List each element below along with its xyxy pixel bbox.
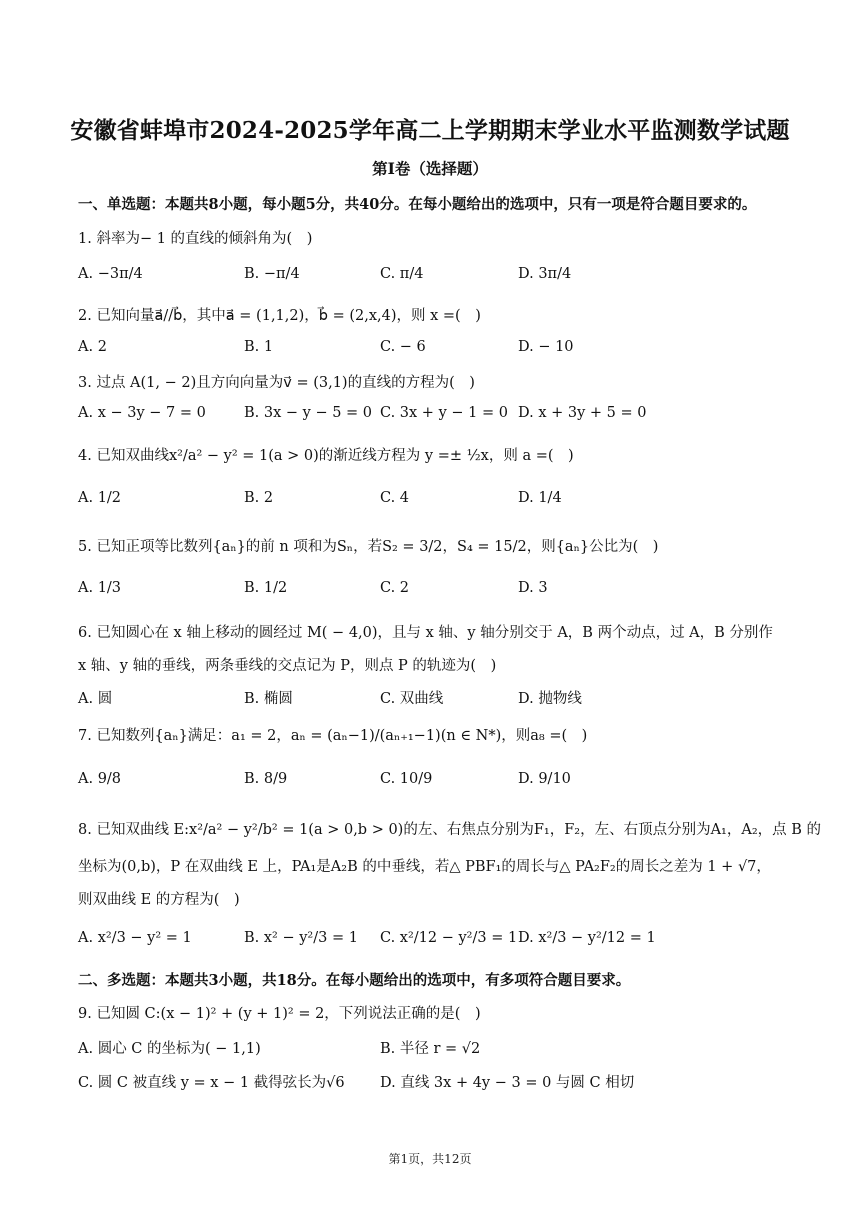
question-2-option-a: A. 2 [78,339,107,355]
section-heading-multi-choice: 二、多选题：本题共3小题，共18分。在每小题给出的选项中，有多项符合题目要求。 [78,972,631,989]
question-6-option-c: C. 双曲线 [380,691,444,707]
question-2-option-c: C. − 6 [380,339,426,355]
page-number-footer: 第1页，共12页 [388,1152,472,1166]
question-1-stem: 1. 斜率为− 1 的直线的倾斜角为( ) [78,231,313,247]
question-9-options-row-2 [78,1071,798,1095]
question-3-option-c: C. 3x + y − 1 = 0 [380,405,508,421]
question-4-option-c: C. 4 [380,490,410,506]
question-2-options [78,339,798,363]
question-7-option-c: C. 10/9 [380,771,433,787]
question-6-stem-line-2: x 轴、y 轴的垂线，两条垂线的交点记为 P，则点 P 的轨迹为( ) [78,658,497,674]
question-5-stem: 5. 已知正项等比数列{aₙ}的前 n 项和为Sₙ，若S₂ = 3/2，S₄ = 15/2，则{aₙ}公比为( ) [78,539,659,555]
question-3-option-d: D. x + 3y + 5 = 0 [518,405,647,421]
question-7-stem: 7. 已知数列{aₙ}满足：a₁ = 2，aₙ = (aₙ−1)/(aₙ₊₁−1)(n ∈ N*)，则a₈ =( ) [78,728,588,744]
question-8-option-b: B. x² − y²/3 = 1 [244,930,358,946]
question-2-option-d: D. − 10 [518,339,574,355]
question-8-stem-line-2: 坐标为(0,b)，P 在双曲线 E 上，PA₁是A₂B 的中垂线，若△ PBF₁的周长与△ PA₂F₂的周长之差为 1 + √7， [78,859,771,875]
question-3-option-a: A. x − 3y − 7 = 0 [78,405,206,421]
question-9-option-a: A. 圆心 C 的坐标为( − 1,1) [78,1041,261,1057]
question-6-option-a: A. 圆 [78,691,113,707]
question-1-option-a: A. −3π/4 [78,266,143,282]
question-1-options [78,266,798,290]
question-5-option-b: B. 1/2 [244,580,288,596]
question-2-stem: 2. 已知向量a⃗//b⃗，其中a⃗ = (1,1,2)，b⃗ = (2,x,4)，则 x =( ) [78,308,481,324]
page-title: 安徽省蚌埠市2024-2025学年高二上学期期末学业水平监测数学试题 [70,117,790,144]
question-9-option-c: C. 圆 C 被直线 y = x − 1 截得弦长为√6 [78,1075,345,1091]
question-4-stem: 4. 已知双曲线x²/a² − y² = 1(a > 0)的渐近线方程为 y =± ½x，则 a =( ) [78,448,574,464]
question-5-option-d: D. 3 [518,580,548,596]
question-8-option-c: C. x²/12 − y²/3 = 1 [380,930,518,946]
page-subtitle: 第I卷（选择题） [372,159,488,178]
question-1-option-d: D. 3π/4 [518,266,572,282]
question-6-stem-line-1: 6. 已知圆心在 x 轴上移动的圆经过 M( − 4,0)，且与 x 轴、y 轴分别交于 A，B 两个动点，过 A，B 分别作 [78,625,773,641]
question-7-options [78,771,798,795]
question-6-options [78,687,798,711]
question-8-option-d: D. x²/3 − y²/12 = 1 [518,930,656,946]
question-9-option-b: B. 半径 r = √2 [380,1041,481,1057]
question-7-option-b: B. 8/9 [244,771,288,787]
question-8-options [78,930,798,954]
question-4-option-b: B. 2 [244,490,274,506]
question-8-stem-line-1: 8. 已知双曲线 E:x²/a² − y²/b² = 1(a > 0,b > 0)的左、右焦点分别为F₁，F₂，左、右顶点分别为A₁，A₂，点 B 的 [78,822,822,838]
question-4-option-a: A. 1/2 [78,490,122,506]
question-6-option-b: B. 椭圆 [244,691,293,707]
question-3-option-b: B. 3x − y − 5 = 0 [244,405,373,421]
question-7-option-d: D. 9/10 [518,771,571,787]
question-5-option-a: A. 1/3 [78,580,122,596]
question-5-option-c: C. 2 [380,580,410,596]
section-heading-single-choice: 一、单选题：本题共8小题，每小题5分，共40分。在每小题给出的选项中，只有一项是符合题目要求的。 [78,196,757,213]
question-9-options-row-1 [78,1037,798,1061]
question-8-stem-line-3: 则双曲线 E 的方程为( ) [78,892,240,908]
question-5-options [78,580,798,604]
question-3-stem: 3. 过点 A(1, − 2)且方向向量为v⃗ = (3,1)的直线的方程为( ) [78,375,475,391]
question-9-stem: 9. 已知圆 C:(x − 1)² + (y + 1)² = 2，下列说法正确的是( ) [78,1006,481,1022]
question-2-option-b: B. 1 [244,339,274,355]
question-1-option-c: C. π/4 [380,266,424,282]
question-8-option-a: A. x²/3 − y² = 1 [78,930,192,946]
question-4-option-d: D. 1/4 [518,490,562,506]
question-1-option-b: B. −π/4 [244,266,300,282]
question-7-option-a: A. 9/8 [78,771,122,787]
question-6-option-d: D. 抛物线 [518,691,582,707]
question-9-option-d: D. 直线 3x + 4y − 3 = 0 与圆 C 相切 [380,1075,635,1091]
question-3-options [78,405,798,429]
question-4-options [78,490,798,514]
